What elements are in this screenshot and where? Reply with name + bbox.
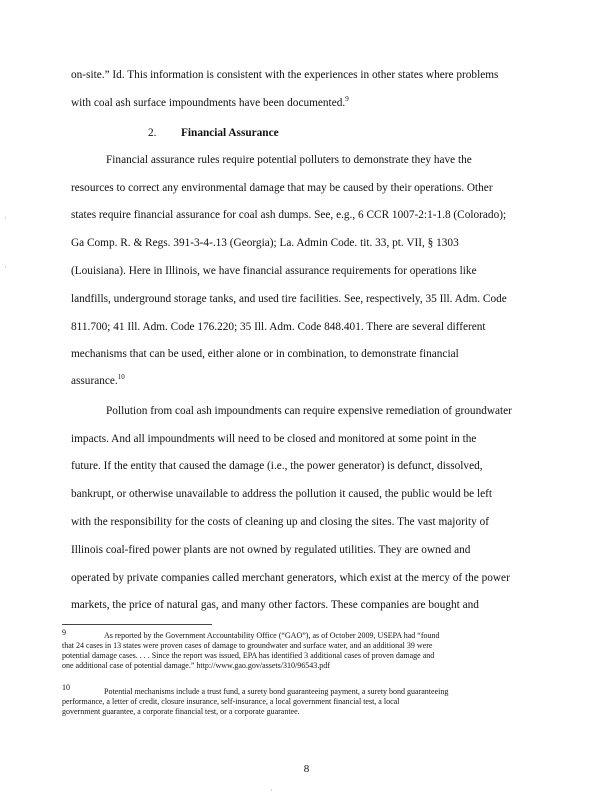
body-line: Financial assurance rules require potential polluters to demonstrate they have the: [106, 154, 472, 166]
footnote-line: Potential mechanisms include a trust fund, a surety bond guaranteeing payment, a surety bond guaranteeing: [104, 687, 449, 696]
footnote-line: government guarantee, a corporate financial test, or a corporate guarantee.: [62, 707, 300, 716]
footnote-line: As reported by the Government Accountability Office (“GAO”), as of October 2009, USEPA had “found: [104, 631, 440, 640]
footnote-number: 9: [62, 628, 66, 637]
scan-mark: ·: [4, 263, 7, 272]
body-line: bankrupt, or otherwise unavailable to address the pollution it caused, the public would be left: [71, 488, 493, 500]
footnote-ref-9[interactable]: 9: [345, 95, 349, 104]
body-line: Illinois coal-fired power plants are not owned by regulated utilities. They are owned and: [71, 544, 471, 556]
footnote-ref-10[interactable]: 10: [117, 373, 125, 382]
body-line: Pollution from coal ash impoundments can require expensive remediation of groundwater: [106, 405, 512, 417]
section-number: 2.: [148, 127, 157, 139]
body-line: with coal ash surface impoundments have been documented.$^9$: [71, 95, 349, 109]
body-line: markets, the price of natural gas, and many other factors. These companies are bought and: [71, 599, 479, 611]
body-line: (Louisiana). Here in Illinois, we have financial assurance requirements for operations like: [71, 265, 477, 277]
footnote-line: performance, a letter of credit, closure insurance, self-insurance, a local government financial test, a local: [62, 697, 400, 706]
body-line: impacts. And all impoundments will need to be closed and monitored at some point in the: [71, 433, 477, 445]
footnote-number: 10: [62, 683, 70, 692]
footnote-divider: [62, 624, 212, 625]
body-line: with the responsibility for the costs of cleaning up and closing the sites. The vast majority of: [71, 516, 490, 528]
body-line: 811.700; 41 Ill. Adm. Code 176.220; 35 Ill. Adm. Code 848.401. There are several different: [71, 321, 486, 333]
section-heading: Financial Assurance: [181, 127, 279, 139]
body-line: mechanisms that can be used, either alone or in combination, to demonstrate financial: [71, 348, 459, 360]
body-line: future. If the entity that caused the damage (i.e., the power generator) is defunct, dissolved,: [71, 460, 483, 472]
scan-mark: ·: [270, 786, 273, 795]
body-line: assurance.$^{10}$: [71, 373, 125, 387]
page-number: 8: [303, 763, 310, 775]
footnote-line: potential damage cases. . . . Since the report was issued, EPA has identified 3 additional cases of proven damage and: [62, 651, 435, 660]
footnote-line: that 24 cases in 13 states were proven cases of damage to groundwater and surface water, and an additional 39 were: [62, 641, 433, 650]
body-line: landfills, underground storage tanks, and used tire facilities. See, respectively, 35 Ill. Adm. Code: [71, 293, 507, 305]
body-line: on-site.” Id. This information is consistent with the experiences in other states where problems: [71, 69, 499, 81]
body-line: Ga Comp. R. & Regs. 391-3-4-.13 (Georgia); La. Admin Code. tit. 33, pt. VII, § 1303: [71, 237, 459, 249]
body-line: states require financial assurance for coal ash dumps. See, e.g., 6 CCR 1007-2:1-1.8 (Colorado);: [71, 209, 507, 221]
footnote-line[interactable]: one additional case of potential damage.” http://www.gao.gov/assets/310/96543.pdf: [62, 661, 330, 670]
body-line: resources to correct any environmental damage that may be caused by their operations. Other: [71, 182, 493, 194]
body-line: operated by private companies called merchant generators, which exist at the mercy of the power: [71, 572, 510, 584]
scan-mark: ·: [4, 214, 7, 223]
